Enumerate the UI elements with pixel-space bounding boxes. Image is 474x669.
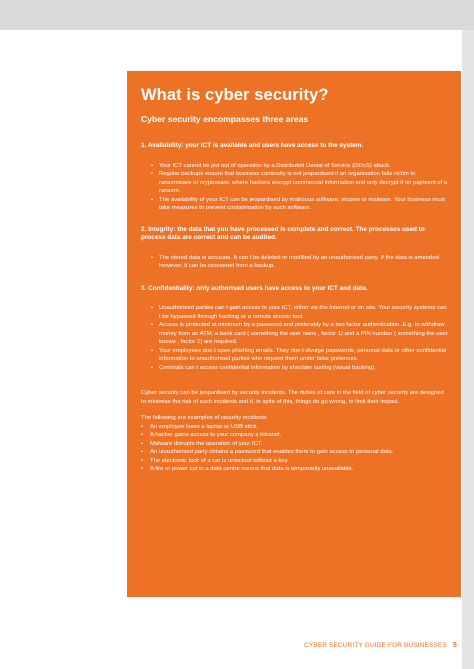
list-item: • Unauthorised parties can t gain access to your ICT, either via the Internet or on site. Your security systems can t be bypassed through hacking or a remote access tool. <box>151 304 448 321</box>
list-item: • A hacker gains access to your company s intranet. <box>141 431 448 440</box>
section-heading: 2. Integrity: the data that you have processed is complete and correct. The processes used to process data are correct and can be audited. <box>141 225 425 242</box>
examples-list <box>141 423 448 474</box>
page-footer <box>304 642 457 649</box>
card-subtitle: Cyber security encompasses three areas <box>141 114 309 124</box>
list-item: • The stored data is accurate. It can t be deleted or modified by an unauthorised party. If the data is amended however, it can be recovered from a backup. <box>151 254 448 271</box>
card-title: What is cyber security? <box>141 86 329 104</box>
section-confidentiality <box>141 285 448 373</box>
list-item: • An unauthorised party obtains a password that enables them to gain access to personal data. <box>141 448 448 457</box>
list-item: • Your ICT cannot be put out of operation by a Distributed Denial of Service (DDoS) attack. <box>151 162 448 171</box>
page-side-band <box>462 30 474 669</box>
bullet-list <box>141 162 448 213</box>
list-item: • Malware disrupts the operation of your ICT. <box>141 440 448 449</box>
list-item: • The electronic lock of a car is unlocked without a key. <box>141 457 448 466</box>
list-item: • Regular backups ensure that business continuity is not jeopardised if an organisation falls victim to ransomware or cryptoware, where hackers encrypt commercial information and only decrypt it on payment of a ransom. <box>151 170 448 196</box>
incidents-paragraph: Cyber security can be jeopardised by security incidents. The duties of care in the field of cyber security are designed to minimise the risk of such incidents and if, in spite of this, things do go wrong, to limit their impact. <box>141 390 444 405</box>
examples-intro: The following are examples of security incidents: <box>141 415 268 422</box>
section-heading: 3. Confidentiality: only authorised users have access to your ICT and data. <box>141 284 368 292</box>
section-integrity <box>141 226 448 271</box>
list-item: • Criminals can t access confidential information by shoulder surfing (visual hacking). <box>151 364 448 373</box>
bullet-list <box>141 254 448 271</box>
info-card <box>127 71 461 597</box>
section-availability <box>141 142 448 213</box>
list-item: • An employee loses a laptop or USB stick. <box>141 423 448 432</box>
bullet-list <box>141 304 448 372</box>
list-item: • Access is protected at minimum by a password and preferably by a two factor authentication. E.g. to withdraw money from an ATM, a bank card ( something the user owns , factor 1) and a PIN number ( something the user knows , factor 2) are required. <box>151 321 448 347</box>
page-top-band <box>0 0 474 30</box>
list-item: • Your employees don t open phishing emails. They don t divulge passwords, personal data or other confidential information to unauthorised parties who request them under false pretences. <box>151 347 448 364</box>
list-item: • The availability of your ICT can be jeopardised by malicious software, viruses or malware. Your business must take measures to prevent contamination by such software. <box>151 196 448 213</box>
list-item: • A fire or power cut in a data centre means that data is temporarily unavailable. <box>141 465 448 474</box>
page-number: 5 <box>452 642 457 649</box>
section-heading: 1. Availability: your ICT is available and users have access to the system. <box>141 142 364 149</box>
footer-label: CYBER SECURITY GUIDE FOR BUSINESSES <box>304 642 447 649</box>
